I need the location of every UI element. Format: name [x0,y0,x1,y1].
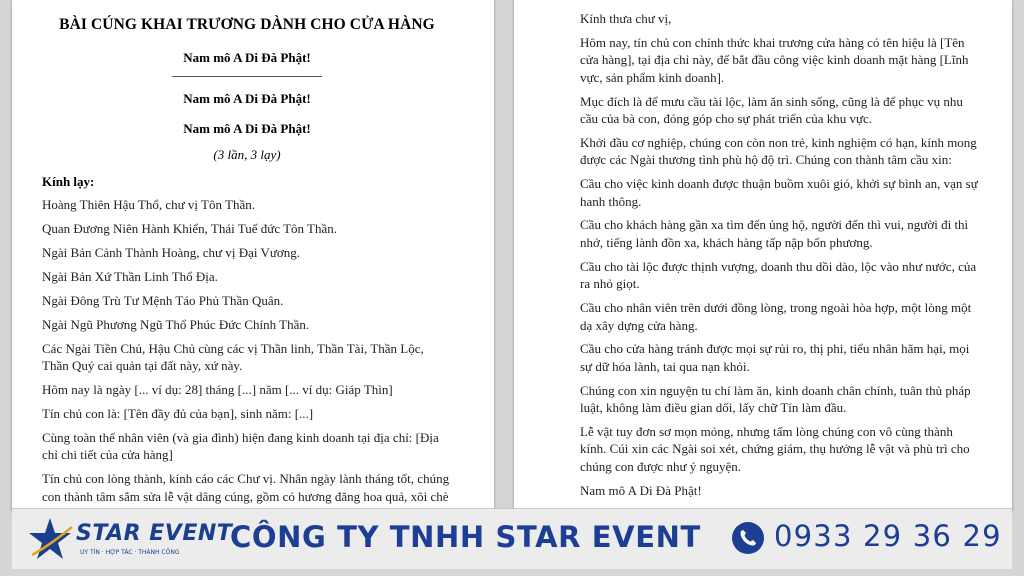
star-event-logo [28,515,233,565]
chant-line-1: Nam mô A Di Đà Phật! [183,50,311,65]
company-name: CÔNG TY TNHH STAR EVENT [230,520,701,554]
bow-note: (3 lần, 3 lạy) [213,147,281,162]
paragraph: Lễ vật tuy đơn sơ mọn mỏng, nhưng tấm lòng chúng con vô cùng thành kính. Cúi xin các Ngài soi xét, chứng giám, thụ hưởng lễ vật và phù trì cho chúng con được như ý nguyện. [580,423,970,474]
paragraph: Ngài Bản Xứ Thần Linh Thổ Địa. [42,268,218,284]
document-page-right [514,0,1012,512]
document-title: BÀI CÚNG KHAI TRƯƠNG DÀNH CHO CỬA HÀNG [59,16,435,33]
paragraph: Mục đích là để mưu cầu tài lộc, làm ăn sinh sống, cũng là để phục vụ nhu cầu của bà con, đóng góp cho sự phát triển của khu vực. [580,93,963,127]
chant-line-2: Nam mô A Di Đà Phật! [183,91,311,106]
logo-tagline: UY TÍN · HỢP TÁC · THÀNH CÔNG [80,549,180,556]
paragraph: Cầu cho tài lộc được thịnh vượng, doanh thu dồi dào, lộc vào như nước, của ra nhỏ giọt. [580,258,977,292]
right-page-content [580,10,980,499]
paragraph: Hoàng Thiên Hậu Thổ, chư vị Tôn Thần. [42,197,255,212]
paragraph: Ngài Ngũ Phương Ngũ Thổ Phúc Đức Chính Thần. [42,316,310,332]
logo-wordmark: STAR EVENT [76,521,233,546]
paragraph: Chúng con xin nguyện tu chí làm ăn, kinh doanh chân chính, tuân thủ pháp luật, không làm điều gian dối, lấy chữ Tín làm đầu. [580,382,971,416]
paragraph: Ngài Bản Cảnh Thành Hoàng, chư vị Đại Vương. [42,244,301,260]
document-page-left [12,0,494,512]
paragraph: Hôm nay là ngày [... ví dụ: 28] tháng [...] năm [... ví dụ: Giáp Thìn] [42,382,393,398]
paragraph: Cầu cho cửa hàng tránh được mọi sự rủi ro, thị phi, tiểu nhân hãm hại, mọi sự dữ hóa lành, tai qua nạn khỏi. [580,341,970,374]
paragraph: Tín chủ con là: [Tên đầy đủ của bạn], sinh năm: [...] [42,406,314,422]
paragraph: Hôm nay, tín chủ con chính thức khai trương cửa hàng có tên hiệu là [Tên cửa hàng], tại địa chỉ này, để bắt đầu công việc kinh doanh mặt hàng [Lĩnh vực, sản phẩm kinh doanh]. [580,34,969,85]
paragraph: Nam mô A Di Đà Phật! [580,482,702,498]
star-icon [28,515,74,565]
chant-line-3: Nam mô A Di Đà Phật! [183,121,311,136]
paragraph: Kính thưa chư vị, [580,11,672,26]
paragraph: Tín chủ con lòng thành, kính cáo các Chư vị. Nhân ngày lành tháng tốt, chúng con thành tâm sắm sửa lễ vật dâng cúng, gồm có hương đăng hoa quả, xôi chè [42,471,450,504]
paragraph: Cầu cho nhân viên trên dưới đồng lòng, trong ngoài hòa hợp, một lòng một dạ xây dựng cửa hàng. [580,299,972,333]
paragraph: Cùng toàn thể nhân viên (và gia đình) hiện đang kinh doanh tại địa chỉ: [Địa chỉ chi tiết của cửa hàng] [42,430,439,463]
phone-glyph-icon [732,522,764,554]
kinh-lay-heading: Kính lạy: [42,174,95,189]
paragraph: Khởi đầu cơ nghiệp, chúng con còn non trẻ, kinh nghiệm có hạn, kính mong được các Ngài thương tình phù hộ độ trì. Chúng con thành tâm cầu xin: [580,134,977,168]
footer-banner [12,508,1012,569]
paragraph: Cầu cho khách hàng gần xa tìm đến ủng hộ, người đến thì vui, người đi thì nhớ, tiếng lành đồn xa, khách hàng tấp nập bốn phương. [580,217,969,250]
phone-icon [732,522,764,554]
paragraph: Các Ngài Tiền Chủ, Hậu Chủ cùng các vị Thần linh, Thần Tài, Thần Lộc, Thần Quý cai quản tại đất này, xứ này. [42,340,424,374]
phone-number[interactable]: 0933 29 36 29 [774,519,1002,553]
paragraph: Ngài Đông Trù Tư Mệnh Táo Phủ Thần Quân. [42,292,284,308]
left-page-content [42,16,452,522]
divider [172,76,322,77]
paragraph: Cầu cho việc kinh doanh được thuận buồm xuôi gió, khởi sự bình an, vạn sự hanh thông. [580,176,978,209]
paragraph: Quan Đương Niên Hành Khiển, Thái Tuế đức Tôn Thần. [42,220,338,236]
